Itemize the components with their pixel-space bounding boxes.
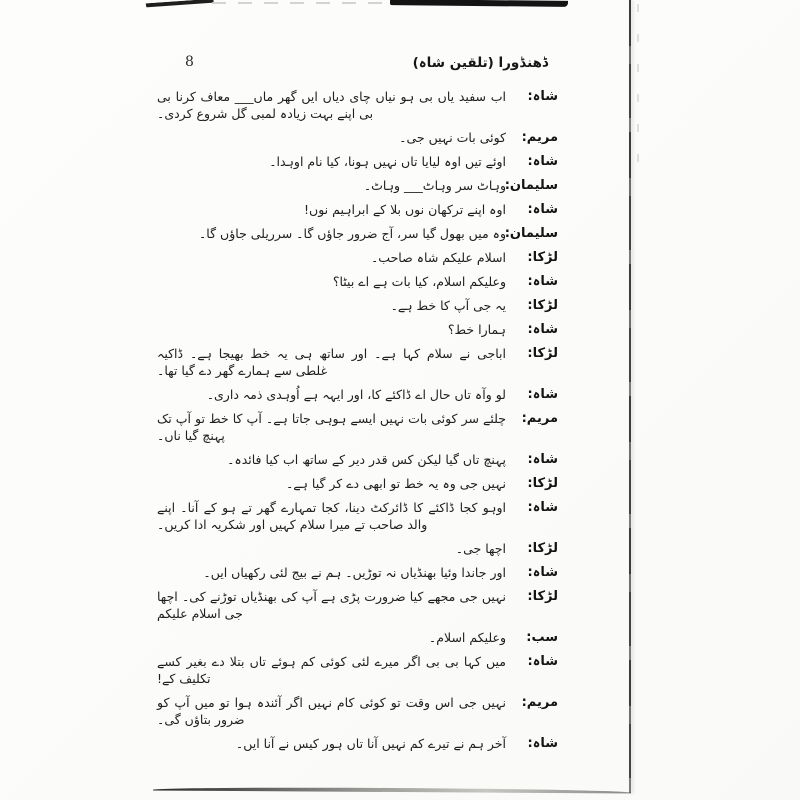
dialogue-text: اباجی نے سلام کہا ہے۔ اور ساتھ ہی یہ خط بھیجا ہے۔ ڈاکیہ غلطی سے ہمارے گھر دے گیا تھا۔ (157, 346, 506, 378)
dialogue-text: ہمارا خط؟ (447, 322, 506, 337)
dialogue-text: وعلیکم اسلام، کیا بات ہے اے بیٹا؟ (332, 274, 506, 289)
speaker-label: شاہ: (527, 274, 558, 289)
speaker-label: مریم: (521, 411, 558, 426)
running-title: ڈھنڈورا (تلقین شاہ) (412, 55, 548, 71)
dialogue-row (157, 88, 558, 122)
dialogue-text: نہیں جی وہ یہ خط تو ابھی دے کر گیا ہے۔ (285, 476, 506, 491)
dialogue-row (157, 129, 558, 146)
dialogue-text: لو وآہ تاں حال اے ڈاکئے کا، اور ایہہ ہے اُوہدی ذمہ داری۔ (206, 387, 506, 402)
dialogue-text: اور جاندا وئیا بھنڈیاں نہ توڑیں۔ ہم نے بیج لئی رکھیاں ایں۔ (203, 565, 506, 580)
dialogue-row (157, 564, 558, 581)
dialogue-row (157, 694, 558, 728)
dialogue-text: اچھا جی۔ (455, 541, 506, 556)
speaker-label: لڑکا: (527, 476, 558, 491)
speaker-label: سلیمان: (504, 178, 558, 193)
dialogue-text: وعلیکم اسلام۔ (428, 630, 506, 645)
scan-smudge-top-left (146, 0, 215, 16)
dialogue-text: اوہو کجا ڈاکئے کا ڈائرکٹ دینا، کجا تمہارے گھر تے ہو کے آنا۔ اپنے والد صاحب تے میرا سلام کہیں اور شکریہ ادا کریں۔ (157, 500, 506, 532)
dialogue-row (157, 451, 558, 468)
dialogue-row (157, 273, 558, 290)
dialogue-text: نہیں جی اس وقت تو کوئی کام نہیں اگر آئندہ ہوا تو میں آپ کو ضرور بتاؤں گی۔ (157, 695, 506, 727)
dialogue-text: اوہ اپنے ترکھان نوں بلا کے ابراہیم نوں! (304, 202, 506, 217)
speaker-label: شاہ: (527, 202, 558, 217)
dialogue-row (157, 177, 558, 194)
dialogue-list (157, 88, 558, 759)
dialogue-row (157, 153, 558, 170)
dialogue-text: کوئی بات نہیں جی۔ (399, 130, 506, 145)
speaker-label: مریم: (521, 130, 558, 145)
dialogue-row (157, 629, 558, 646)
speaker-label: شاہ: (527, 654, 558, 669)
dialogue-text: نہیں جی مجھے کیا ضرورت پڑی ہے آپ کی بھنڈیاں توڑنے کی۔ اچھا جی اسلام علیکم (157, 589, 506, 621)
scan-page-right-edge (629, 0, 631, 793)
dialogue-row (157, 297, 558, 314)
dialogue-row (157, 499, 558, 533)
dialogue-row (157, 540, 558, 557)
speaker-label: لڑکا: (527, 298, 558, 313)
dialogue-text: چلئے سر کوئی بات نہیں ایسے ہوہی جاتا ہے۔ آپ کا خط تو آپ تک پہنچ گیا ناں۔ (157, 411, 506, 443)
dialogue-row (157, 735, 558, 752)
dialogue-text: اب سفید یاں بی ہو نیاں چای دیاں ایں گھر ماں___ معاف کرنا بی بی اپنے بہت زیادہ لمبی گل شروع کردی۔ (157, 89, 506, 121)
dialogue-row (157, 249, 558, 266)
speaker-label: شاہ: (527, 565, 558, 580)
dialogue-row (157, 410, 558, 444)
scan-noise-specks (637, 4, 639, 174)
dialogue-text: وہ میں بھول گیا سر، آج ضرور جاؤں گا۔ سرریلی جاؤں گا۔ (198, 226, 506, 241)
dialogue-row (157, 386, 558, 403)
dialogue-text: آخر ہم نے تیرے کم نہیں آنا تاں ہور کیس نے آنا ایں۔ (235, 736, 506, 751)
dialogue-row (157, 653, 558, 687)
page-number: 8 (185, 54, 194, 70)
speaker-label: لڑکا: (527, 250, 558, 265)
speaker-label: شاہ: (527, 387, 558, 402)
speaker-label: شاہ: (527, 322, 558, 337)
dialogue-row (157, 345, 558, 379)
speaker-label: مریم: (521, 695, 558, 710)
dialogue-row (157, 201, 558, 218)
dialogue-text: پہنچ تاں گیا لیکن کس قدر دیر کے ساتھ اب کیا فائدہ۔ (227, 452, 506, 467)
speaker-label: لڑکا: (527, 346, 558, 361)
scan-page-top-edge-faint (212, 2, 394, 4)
speaker-label: شاہ: (527, 736, 558, 751)
dialogue-row (157, 475, 558, 492)
speaker-label: سب: (526, 630, 558, 645)
speaker-label: لڑکا: (527, 589, 558, 604)
speaker-label: لڑکا: (527, 541, 558, 556)
scan-page-top-edge (390, 0, 568, 7)
dialogue-text: یہ جی آپ کا خط ہے۔ (390, 298, 506, 313)
dialogue-text: وہاٹ سر وہاٹ___ وہاٹ۔ (363, 178, 506, 193)
dialogue-text: میں کہا بی بی اگر میرے لئی کوئی کم ہوئے تاں بتلا دے بغیر کسے تکلیف کے! (157, 654, 506, 686)
scan-page-bottom-edge (153, 787, 631, 794)
speaker-label: شاہ: (527, 452, 558, 467)
dialogue-row (157, 225, 558, 242)
dialogue-row (157, 588, 558, 622)
dialogue-text: اسلام علیکم شاہ صاحب۔ (370, 250, 506, 265)
dialogue-row (157, 321, 558, 338)
speaker-label: شاہ: (527, 154, 558, 169)
dialogue-text: اوئے تیں اوہ لیایا تاں نہیں ہونا، کیا نام اوہدا۔ (269, 154, 506, 169)
speaker-label: شاہ: (527, 89, 558, 104)
speaker-label: سلیمان: (504, 226, 558, 241)
speaker-label: شاہ: (527, 500, 558, 515)
